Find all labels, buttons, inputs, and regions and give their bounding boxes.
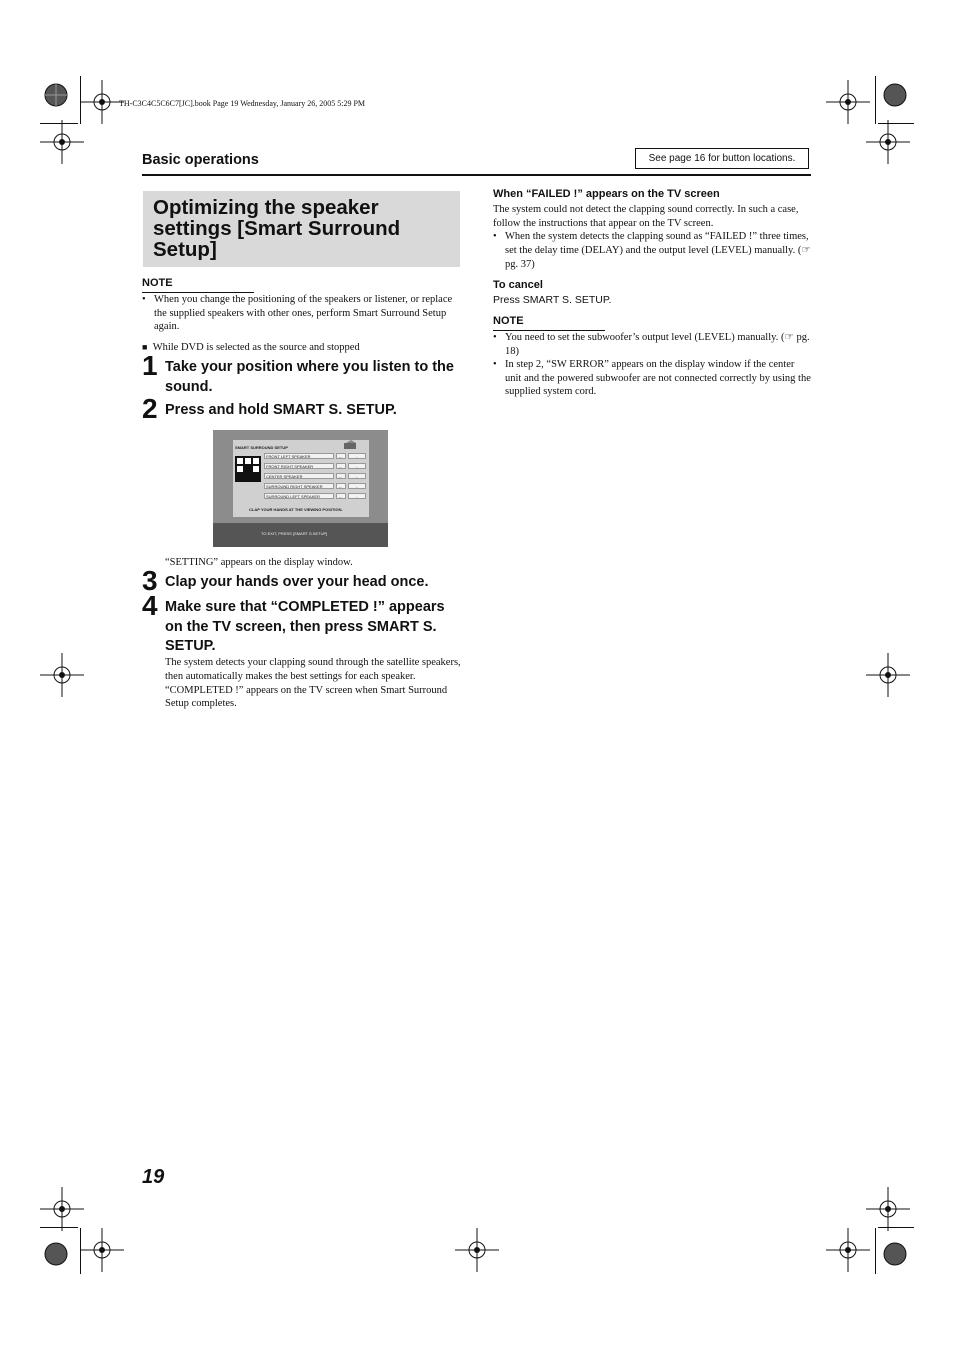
crosshair-icon bbox=[40, 653, 84, 697]
tv-screen-illustration bbox=[213, 430, 388, 547]
crop-line bbox=[40, 123, 78, 124]
tv-row-label: CENTER SPEAKER bbox=[266, 474, 303, 479]
note-text: When you change the positioning of the speakers or listener, or replace the supplied speakers with other ones, perform Smart Surround Setup again. bbox=[154, 294, 453, 332]
step-text: Take your position where you listen to the sound. bbox=[165, 359, 454, 395]
tv-row-delay bbox=[336, 493, 346, 499]
step-text: Make sure that “COMPLETED !” appears on the TV screen, then press SMART S. SETUP. bbox=[165, 599, 445, 654]
tv-row-delay bbox=[336, 473, 346, 479]
tv-row-level bbox=[348, 493, 366, 499]
tv-row-level bbox=[348, 473, 366, 479]
speaker-icon bbox=[343, 440, 359, 450]
tv-level-value: - bbox=[356, 454, 358, 459]
step-number: 4 bbox=[142, 590, 158, 621]
crosshair-icon bbox=[455, 1228, 499, 1272]
tv-level-value: - bbox=[356, 494, 358, 499]
failed-heading: When “FAILED !” appears on the TV screen bbox=[493, 188, 720, 200]
registration-mark-icon bbox=[873, 73, 917, 117]
registration-mark-icon bbox=[34, 73, 78, 117]
registration-mark-icon bbox=[34, 1232, 78, 1276]
tv-row bbox=[264, 463, 334, 469]
tv-delay-value: -- bbox=[339, 494, 342, 499]
tv-exit-strip bbox=[213, 523, 388, 547]
crosshair-icon bbox=[866, 1187, 910, 1231]
note-label: NOTE bbox=[142, 277, 173, 289]
crop-line bbox=[875, 1228, 876, 1274]
crosshair-icon bbox=[826, 80, 870, 124]
tv-row-delay bbox=[336, 483, 346, 489]
tv-row bbox=[264, 453, 334, 459]
tv-row bbox=[264, 493, 334, 499]
tv-level-value: - bbox=[356, 474, 358, 479]
page-number: 19 bbox=[142, 1166, 165, 1188]
tv-row-delay bbox=[336, 463, 346, 469]
condition-line: ■ While DVD is selected as the source and stopped bbox=[142, 342, 360, 353]
tv-delay-value: -- bbox=[339, 454, 342, 459]
tv-row-level bbox=[348, 463, 366, 469]
note-text: You need to set the subwoofer’s output level (LEVEL) manually. (☞ pg. 18) bbox=[505, 332, 810, 357]
crop-line bbox=[878, 1227, 914, 1228]
crop-line bbox=[40, 1227, 78, 1228]
step-text: Clap your hands over your head once. bbox=[165, 574, 429, 590]
condition-text: While DVD is selected as the source and stopped bbox=[152, 342, 360, 353]
tv-row-label: SURROUND LEFT SPEAKER bbox=[266, 494, 320, 499]
note-label: NOTE bbox=[493, 315, 524, 327]
section-title: Basic operations bbox=[142, 152, 259, 168]
step-number: 1 bbox=[142, 350, 158, 381]
crosshair-icon bbox=[80, 80, 124, 124]
note-text: In step 2, “SW ERROR” appears on the display window if the center unit and the powered subwoofer are not connected correctly by using the supplied system cord. bbox=[505, 359, 811, 397]
setting-caption: “SETTING” appears on the display window. bbox=[165, 557, 353, 568]
crosshair-icon bbox=[40, 1187, 84, 1231]
file-info: TH-C3C4C5C6C7[JC].book Page 19 Wednesday, January 26, 2005 5:29 PM bbox=[119, 99, 366, 108]
crosshair-icon bbox=[866, 120, 910, 164]
step-text: Press and hold SMART S. SETUP. bbox=[165, 402, 397, 418]
registration-mark-icon bbox=[873, 1232, 917, 1276]
tv-delay-value: -- bbox=[339, 474, 342, 479]
tv-title: SMART SURROUND SETUP bbox=[235, 445, 288, 450]
tv-row-label: FRONT RIGHT SPEAKER bbox=[266, 464, 314, 469]
tv-delay-value: -- bbox=[339, 464, 342, 469]
failed-description: The system could not detect the clapping sound correctly. In such a case, follow the instructions that appear on the TV screen. bbox=[493, 204, 799, 229]
tv-exit-text: TO EXIT, PRESS [SMART S.SETUP] bbox=[261, 531, 328, 536]
tv-level-value: - bbox=[356, 464, 358, 469]
tv-instruction: CLAP YOUR HANDS AT THE VIEWING POSITION. bbox=[249, 507, 343, 512]
tv-row-level bbox=[348, 453, 366, 459]
tv-delay-value: -- bbox=[339, 484, 342, 489]
step-number: 3 bbox=[142, 565, 158, 596]
cancel-description: Press SMART S. SETUP. bbox=[493, 294, 612, 306]
tv-row-label: FRONT LEFT SPEAKER bbox=[266, 454, 311, 459]
step4-description: The system detects your clapping sound through the satellite speakers, then automatically makes the best settings for each speaker. “COMPLETED !” appears on the TV screen when Smart Surround Setup completes. bbox=[165, 657, 461, 710]
failed-bullet: • When the system detects the clapping sound as “FAILED !” three times, set the delay time (DELAY) and the output level (LEVEL) manually. (☞ pg. 37) bbox=[493, 231, 811, 270]
tv-row-label: SURROUND RIGHT SPEAKER bbox=[266, 484, 323, 489]
crop-line bbox=[80, 76, 81, 124]
speaker-layout-grid bbox=[235, 456, 261, 482]
tv-level-value: - bbox=[356, 484, 358, 489]
note-item: • In step 2, “SW ERROR” appears on the display window if the center unit and the powered subwoofer are not connected correctly by using the supplied system cord. bbox=[493, 359, 811, 397]
cancel-heading: To cancel bbox=[493, 279, 543, 291]
crosshair-icon bbox=[866, 653, 910, 697]
crop-line bbox=[878, 123, 914, 124]
page-title: Optimizing the speaker settings [Smart Surround Setup] bbox=[153, 196, 401, 261]
see-page-box: See page 16 for button locations. bbox=[635, 148, 809, 169]
step-number: 2 bbox=[142, 393, 158, 424]
tv-row bbox=[264, 483, 334, 489]
header-rule bbox=[142, 174, 811, 176]
note-item: • You need to set the subwoofer’s output level (LEVEL) manually. (☞ pg. 18) bbox=[493, 332, 810, 357]
crosshair-icon bbox=[80, 1228, 124, 1272]
note-item: • When you change the positioning of the speakers or listener, or replace the supplied speakers with other ones, perform Smart Surround Setup again. bbox=[142, 293, 460, 334]
crop-line bbox=[80, 1228, 81, 1274]
tv-row-level bbox=[348, 483, 366, 489]
crosshair-icon bbox=[40, 120, 84, 164]
tv-row-delay bbox=[336, 453, 346, 459]
tv-row bbox=[264, 473, 334, 479]
tv-setup-panel bbox=[233, 440, 369, 517]
failed-bullet-text: When the system detects the clapping sound as “FAILED !” three times, set the delay time (DELAY) and the output level (LEVEL) manually. (☞ pg. 37) bbox=[505, 231, 811, 270]
crop-line bbox=[875, 76, 876, 124]
crosshair-icon bbox=[826, 1228, 870, 1272]
